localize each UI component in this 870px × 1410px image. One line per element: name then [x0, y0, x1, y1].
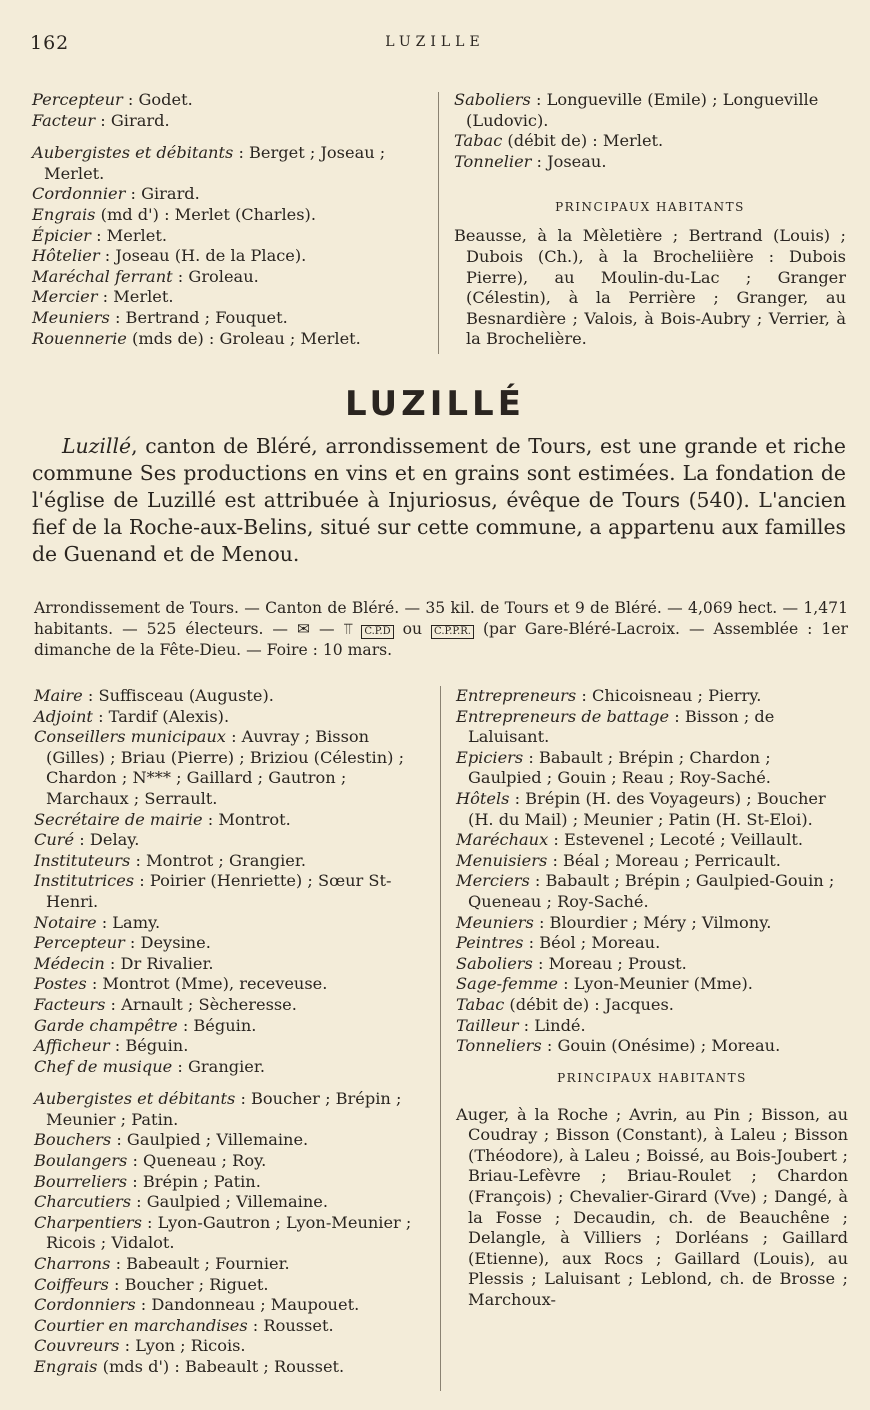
directory-entry [34, 1275, 428, 1296]
directory-entry [34, 830, 428, 851]
directory-entry [456, 830, 848, 851]
prev-left-column [32, 90, 420, 349]
entry-label: Entrepreneurs [456, 686, 577, 705]
directory-entry [32, 90, 420, 111]
article-title: LUZILLÉ [345, 384, 525, 424]
entry-text: : Montrot. [202, 809, 291, 829]
entry-label: Tonneliers [456, 1036, 542, 1056]
entry-text: : Rousset. [247, 1315, 334, 1335]
entry-label: Aubergistes et débitants [34, 1089, 236, 1109]
directory-entry [34, 1016, 428, 1037]
directory-entry [456, 1036, 848, 1057]
directory-entry [32, 205, 420, 226]
entry-text: : Joseau (H. de la Place). [99, 246, 307, 266]
entry-text: : Lindé. [518, 1015, 586, 1035]
entry-label: Percepteur [34, 933, 125, 953]
directory-entry [34, 974, 428, 995]
directory-entry [456, 913, 848, 934]
entry-label: Maréchaux [456, 830, 549, 850]
stats-text-b: — [310, 620, 344, 638]
entry-label: Postes [34, 974, 87, 994]
entry-text: : Girard. [125, 184, 200, 204]
directory-entry [32, 267, 420, 288]
entry-text: (débit de) : Merlet. [502, 131, 664, 151]
entry-text: : Lamy. [96, 912, 161, 932]
intro-town-name: Luzillé [62, 434, 132, 458]
entry-text: (mds de) : Groleau ; Merlet. [126, 328, 361, 348]
entry-label: Mercier [32, 287, 98, 307]
directory-entry [32, 287, 420, 308]
entry-text: : Gaulpied ; Villemaine. [111, 1130, 309, 1150]
habitants-heading: PRINCIPAUX HABITANTS [557, 1070, 747, 1085]
directory-entry [32, 308, 420, 329]
entry-text: : Dr Rivalier. [104, 953, 214, 973]
stats-text-c: ou [393, 620, 432, 638]
entry-text: : Gaulpied ; Villemaine. [131, 1192, 329, 1212]
entry-label: Epiciers [456, 747, 524, 767]
entry-text: : Brépin ; Patin. [127, 1171, 261, 1191]
entry-text: : Godet. [122, 90, 193, 109]
entry-label: Saboliers [454, 90, 531, 109]
entry-label: Rouennerie [32, 328, 127, 348]
statistics-paragraph [34, 598, 848, 661]
directory-entry [32, 184, 420, 205]
entry-label: Engrais [34, 1357, 98, 1376]
entry-label: Secrétaire de mairie [34, 809, 203, 829]
directory-entry [34, 913, 428, 934]
entry-label: Institutrices [34, 871, 135, 891]
entry-text: : Montrot (Mme), receveuse. [86, 974, 328, 994]
directory-entry [34, 1172, 428, 1193]
entry-text: : Merlet. [90, 225, 167, 245]
entry-label: Tailleur [456, 1015, 519, 1035]
entry-text: : Blourdier ; Méry ; Vilmony. [533, 912, 772, 932]
main-column-divider [440, 686, 441, 1391]
directory-entry [34, 1336, 428, 1357]
entry-text: : Auvray ; Bisson (Gilles) ; Briau (Pierre) ; Briziou (Célestin) ; Chardon ; N*** ; Gaillard ; Gautron ; Marchaux ; Serrault. [46, 727, 405, 808]
directory-entry [456, 789, 848, 830]
entry-text: : Béal ; Moreau ; Perricault. [547, 850, 781, 870]
directory-entry [34, 727, 428, 809]
entry-text: : Montrot ; Grangier. [130, 850, 306, 870]
entry-label: Sage-femme [456, 974, 559, 994]
directory-entry [32, 111, 420, 132]
entry-text: : Brépin (H. des Voyageurs) ; Boucher (H. du Mail) ; Meunier ; Patin (H. St-Eloi). [468, 788, 826, 829]
entry-label: Cordonniers [34, 1295, 136, 1315]
entry-text: : Babault ; Brépin ; Gaulpied-Gouin ; Queneau ; Roy-Saché. [468, 871, 835, 911]
entry-text: : Berget ; Joseau ; Merlet. [44, 143, 386, 183]
entry-label: Facteur [32, 110, 96, 130]
directory-entry [456, 954, 848, 975]
entry-text: : Boucher ; Riguet. [108, 1274, 269, 1294]
entry-label: Tonnelier [454, 151, 532, 171]
habitants-text: Auger, à la Roche ; Avrin, au Pin ; Bisson, au Coudray ; Bisson (Constant), à Laleu ; Bisson (Théodore), à Laleu ; Boissé, au Bois-Joubert ; Briau-Lefèvre ; Briau-Roulet ; Chardon (François) ; Chevalier-Girard (Vve) ; Dangé, à la Fosse ; Decaudin, ch. de Beauchêne ; Delangle, à Villiers ; Dorléans ; Gaillard (Etienne), aux Rocs ; Gaillard (Louis), au Plessis ; Laluisant ; Leblond, ch. de Brosse ; Marchoux- [456, 1104, 848, 1310]
entry-text: : Béol ; Moreau. [523, 933, 661, 953]
entry-text: : Arnault ; Sècheresse. [105, 994, 297, 1014]
entry-label: Engrais [32, 204, 96, 224]
entry-text: : Girard. [95, 110, 170, 130]
directory-entry [34, 871, 428, 912]
entry-text: : Béguin. [177, 1015, 257, 1035]
cppr-badge: C.P.P.R. [431, 625, 474, 639]
entry-label: Chef de musique [34, 1056, 173, 1076]
directory-entry [34, 1057, 428, 1078]
entry-text: : Estevenel ; Lecoté ; Veillault. [548, 830, 804, 850]
directory-entry [34, 1130, 428, 1151]
entry-text: : Babeault ; Fournier. [110, 1254, 290, 1274]
entry-label: Charrons [34, 1254, 111, 1274]
directory-entry [32, 226, 420, 247]
entry-label: Médecin [34, 953, 105, 973]
directory-entry [34, 1357, 428, 1378]
directory-entry [32, 246, 420, 267]
mail-icon: ✉ [296, 620, 311, 638]
entry-text: : Queneau ; Roy. [127, 1151, 267, 1171]
entry-label: Conseillers municipaux [34, 727, 226, 747]
section-gap [34, 1077, 428, 1089]
entry-text: : Bisson ; de Laluisant. [468, 706, 775, 747]
main-left-column [34, 686, 428, 1378]
entry-text: : Deysine. [124, 933, 211, 953]
directory-entry [456, 1016, 848, 1037]
directory-entry [456, 933, 848, 954]
directory-entry [34, 1295, 428, 1316]
entry-label: Coiffeurs [34, 1274, 109, 1294]
entry-text: : Suffisceau (Auguste). [82, 686, 274, 705]
entry-text: : Tardif (Alexis). [92, 706, 230, 726]
entry-label: Épicier [32, 225, 91, 245]
directory-entry [34, 1089, 428, 1130]
entry-text: : Lyon-Gautron ; Lyon-Meunier ; Ricois ; Vidalot. [46, 1212, 412, 1253]
intro-paragraph [32, 433, 846, 568]
directory-entry [34, 707, 428, 728]
entry-text: : Delay. [74, 830, 140, 850]
entry-label: Tabac [456, 994, 505, 1014]
directory-entry [32, 329, 420, 350]
entry-text: : Babault ; Brépin ; Chardon ; Gaulpied ; Gouin ; Reau ; Roy-Saché. [468, 747, 771, 788]
entry-label: Adjoint [34, 706, 93, 726]
entry-label: Percepteur [32, 90, 123, 109]
telegraph-icon: ⫪ [343, 620, 353, 638]
directory-entry [34, 810, 428, 831]
directory-entry [34, 1254, 428, 1275]
entry-label: Boulangers [34, 1151, 128, 1171]
entry-label: Instituteurs [34, 850, 131, 870]
entry-label: Cordonnier [32, 184, 126, 204]
prev-right-column [454, 90, 846, 350]
entry-text: : Lyon ; Ricois. [119, 1336, 246, 1356]
entry-label: Entrepreneurs de battage [456, 706, 670, 726]
entry-label: Courtier en marchandises [34, 1315, 248, 1335]
entry-text: (débit de) : Jacques. [504, 994, 674, 1014]
entry-label: Garde champêtre [34, 1015, 178, 1035]
entry-label: Meuniers [456, 912, 534, 932]
directory-entry [456, 974, 848, 995]
entry-text: (md d') : Merlet (Charles). [95, 204, 317, 224]
entry-label: Peintres [456, 933, 524, 953]
directory-entry [34, 933, 428, 954]
directory-entry [456, 707, 848, 748]
prev-habitants-text: Beausse, à la Mèletière ; Bertrand (Louis) ; Dubois (Ch.), à la Brocheliière : Dubois Pierre), au Moulin-du-Lac ; Granger (Célestin), à la Perrière ; Granger, au Besnardière ; Valois, à Bois-Aubry ; Verrier, à la Brochelière. [454, 226, 846, 349]
entry-text: : Poirier (Henriette) ; Sœur St-Henri. [46, 871, 392, 911]
entry-label: Aubergistes et débitants [32, 143, 234, 163]
section-gap [32, 131, 420, 143]
intro-text: , canton de Bléré, arrondissement de Tours, est une grande et riche commune Ses productions en vins et en grains sont estimées. La fondation de l'église de Luzillé est attribuée à Injuriosus, évêque de Tours (540). L'ancien fief de la Roche-aux-Belins, situé sur cette commune, a appartenu aux familles de Guenand et de Menou. [32, 434, 846, 566]
entry-text: : Lyon-Meunier (Mme). [558, 974, 753, 994]
directory-entry [32, 143, 420, 184]
entry-label: Charcutiers [34, 1192, 131, 1212]
entry-label: Couvreurs [34, 1336, 120, 1356]
entry-label: Charpentiers [34, 1212, 142, 1232]
entry-text: : Grangier. [172, 1056, 265, 1076]
entry-text: : Béguin. [109, 1036, 189, 1056]
entry-label: Merciers [456, 871, 530, 891]
entry-label: Saboliers [456, 953, 533, 973]
entry-label: Hôtels [456, 788, 510, 808]
main-right-column [456, 686, 848, 1311]
entry-label: Hôtelier [32, 246, 100, 266]
directory-entry [454, 90, 846, 131]
entry-text: : Dandonneau ; Maupouet. [135, 1295, 360, 1315]
stats-text-d: (par Gare-Bléré-Lacroix. — Assemblée : 1er dimanche de la Fête-Dieu. — Foire : 10 mars. [34, 620, 848, 659]
entry-label: Menuisiers [456, 850, 548, 870]
directory-entry [456, 686, 848, 707]
entry-label: Notaire [34, 912, 97, 932]
directory-entry [34, 1151, 428, 1172]
directory-entry [34, 1036, 428, 1057]
directory-entry [34, 1213, 428, 1254]
entry-label: Curé [34, 830, 75, 850]
page-number: 162 [30, 32, 70, 54]
directory-entry [454, 131, 846, 152]
directory-entry [456, 871, 848, 912]
entry-text: : Merlet. [97, 287, 174, 307]
entry-label: Maréchal ferrant [32, 266, 173, 286]
entry-label: Tabac [454, 131, 503, 151]
entry-label: Meuniers [32, 307, 110, 327]
entry-text: : Chicoisneau ; Pierry. [576, 686, 762, 705]
entry-label: Bouchers [34, 1130, 112, 1150]
directory-entry [454, 152, 846, 173]
entry-text: : Bertrand ; Fouquet. [109, 307, 288, 327]
directory-entry [456, 748, 848, 789]
entry-text: : Moreau ; Proust. [532, 953, 687, 973]
directory-entry [34, 1192, 428, 1213]
prev-habitants-heading: PRINCIPAUX HABITANTS [555, 200, 745, 215]
directory-entry [456, 851, 848, 872]
entry-text: : Groleau. [172, 266, 259, 286]
entry-text: : Joseau. [531, 151, 607, 171]
cpd-badge: C.P.D [361, 625, 393, 639]
stats-text-a: Arrondissement de Tours. — Canton de Bléré. — 35 kil. de Tours et 9 de Bléré. — 4,069 hect. — 1,471 habitants. — 525 électeurs. — [34, 599, 848, 638]
running-title: LUZILLE [385, 34, 485, 50]
directory-entry [34, 995, 428, 1016]
entry-label: Facteurs [34, 994, 106, 1014]
entry-text: : Gouin (Onésime) ; Moreau. [541, 1036, 781, 1056]
directory-entry [34, 954, 428, 975]
prev-column-divider [438, 92, 439, 354]
directory-entry [456, 995, 848, 1016]
entry-label: Bourreliers [34, 1171, 128, 1191]
entry-text: : Longueville (Emile) ; Longueville (Ludovic). [466, 90, 819, 130]
directory-entry [34, 1316, 428, 1337]
directory-entry [34, 851, 428, 872]
entry-label: Afficheur [34, 1036, 110, 1056]
entry-label: Maire [34, 686, 83, 705]
directory-entry [34, 686, 428, 707]
entry-text: (mds d') : Babeault ; Rousset. [97, 1357, 345, 1376]
entry-text: : Boucher ; Brépin ; Meunier ; Patin. [46, 1089, 402, 1129]
